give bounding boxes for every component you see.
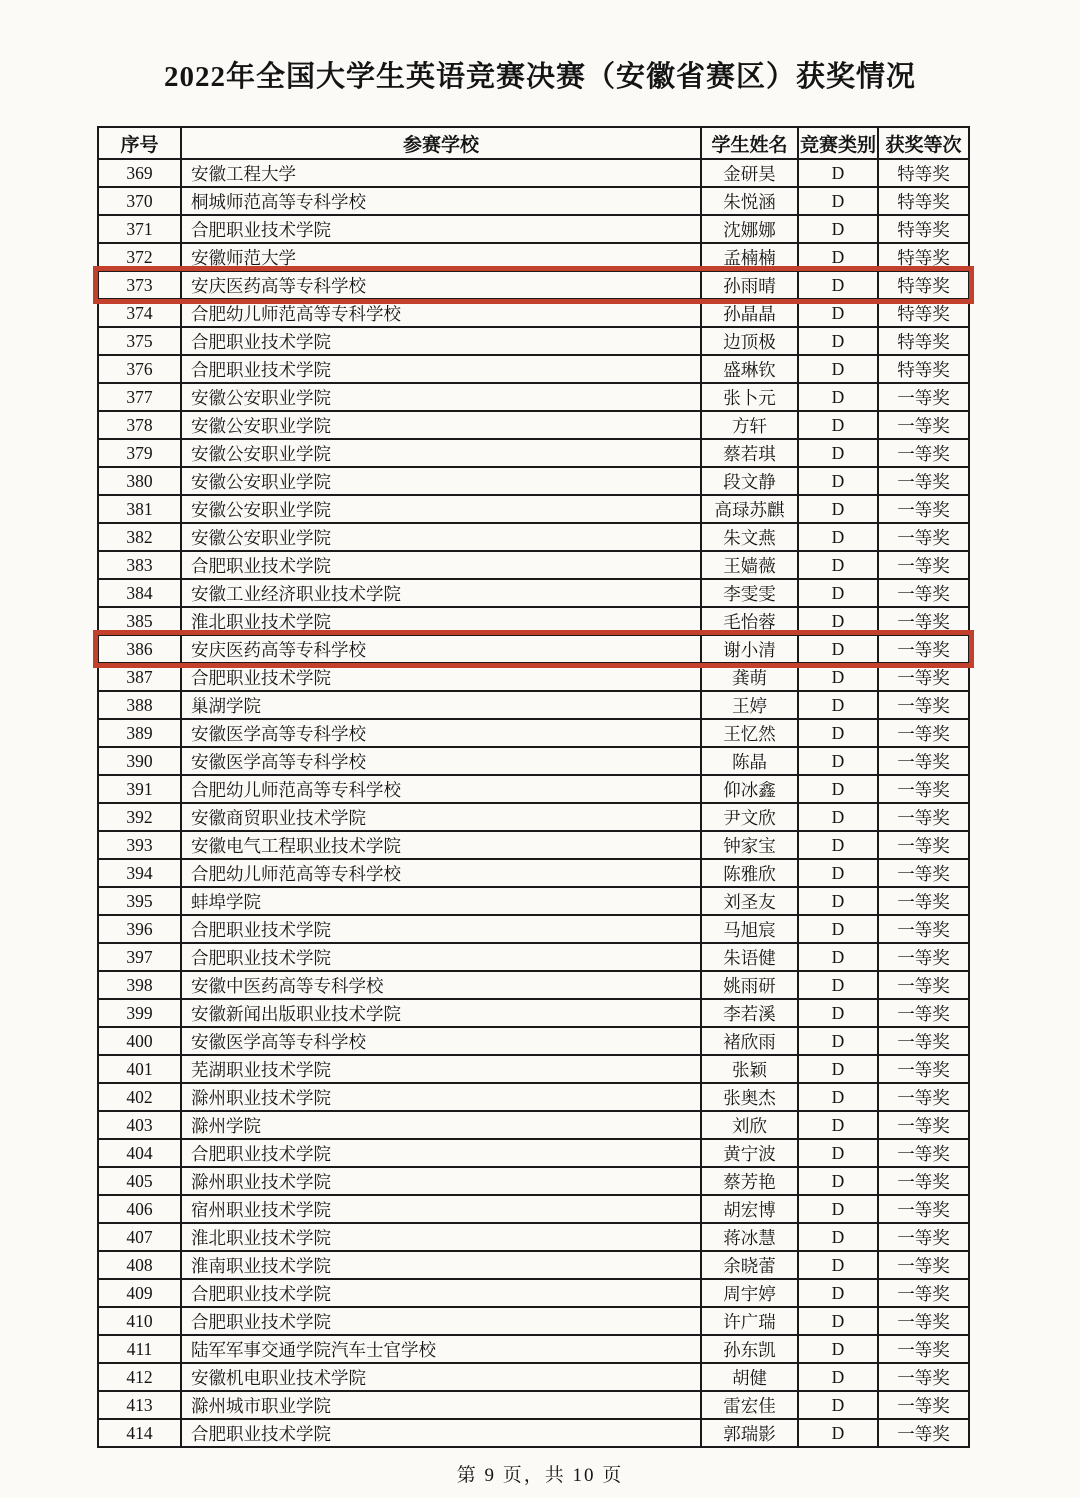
cell-school: 合肥幼儿师范高等专科学校: [181, 859, 701, 887]
cell-serial-number: 381: [98, 495, 181, 523]
cell-school: 淮北职业技术学院: [181, 1223, 701, 1251]
cell-award-level: 一等奖: [878, 1391, 969, 1419]
column-header-category: 竞赛类别: [798, 127, 878, 159]
table-row: [98, 1391, 969, 1419]
table-row-highlighted: [98, 635, 969, 663]
cell-serial-number: 376: [98, 355, 181, 383]
cell-award-level: 特等奖: [878, 327, 969, 355]
table-row: [98, 999, 969, 1027]
table-row: [98, 747, 969, 775]
cell-school: 安庆医药高等专科学校: [181, 635, 701, 663]
cell-school: 安徽中医药高等专科学校: [181, 971, 701, 999]
cell-award-level: 一等奖: [878, 803, 969, 831]
cell-serial-number: 413: [98, 1391, 181, 1419]
table-row: [98, 1027, 969, 1055]
cell-category: D: [798, 215, 878, 243]
cell-school: 安徽机电职业技术学院: [181, 1363, 701, 1391]
cell-student-name: 李若溪: [701, 999, 798, 1027]
cell-award-level: 一等奖: [878, 1419, 969, 1447]
cell-award-level: 一等奖: [878, 1279, 969, 1307]
cell-student-name: 雷宏佳: [701, 1391, 798, 1419]
cell-school: 合肥职业技术学院: [181, 1307, 701, 1335]
cell-serial-number: 390: [98, 747, 181, 775]
cell-student-name: 尹文欣: [701, 803, 798, 831]
cell-award-level: 一等奖: [878, 495, 969, 523]
cell-category: D: [798, 551, 878, 579]
table-row: [98, 439, 969, 467]
table-row: [98, 243, 969, 271]
cell-serial-number: 391: [98, 775, 181, 803]
cell-student-name: 陈雅欣: [701, 859, 798, 887]
cell-school: 安徽公安职业学院: [181, 411, 701, 439]
cell-category: D: [798, 831, 878, 859]
cell-serial-number: 383: [98, 551, 181, 579]
table-row: [98, 495, 969, 523]
cell-serial-number: 373: [98, 271, 181, 299]
table-row-highlighted: [98, 271, 969, 299]
cell-school: 滁州职业技术学院: [181, 1167, 701, 1195]
cell-serial-number: 395: [98, 887, 181, 915]
cell-category: D: [798, 299, 878, 327]
cell-student-name: 王嫱薇: [701, 551, 798, 579]
cell-school: 安徽商贸职业技术学院: [181, 803, 701, 831]
cell-award-level: 一等奖: [878, 1335, 969, 1363]
cell-award-level: 一等奖: [878, 775, 969, 803]
cell-award-level: 一等奖: [878, 1167, 969, 1195]
cell-student-name: 朱悦涵: [701, 187, 798, 215]
cell-serial-number: 398: [98, 971, 181, 999]
page-number-text: 第 9 页，共 10 页: [456, 1465, 624, 1486]
cell-student-name: 龚萌: [701, 663, 798, 691]
cell-serial-number: 374: [98, 299, 181, 327]
cell-award-level: 一等奖: [878, 1251, 969, 1279]
table-row: [98, 1083, 969, 1111]
cell-student-name: 蒋冰慧: [701, 1223, 798, 1251]
table-row: [98, 775, 969, 803]
cell-award-level: 一等奖: [878, 607, 969, 635]
cell-award-level: 特等奖: [878, 187, 969, 215]
cell-school: 合肥幼儿师范高等专科学校: [181, 775, 701, 803]
cell-school: 安徽医学高等专科学校: [181, 719, 701, 747]
cell-student-name: 余晓蕾: [701, 1251, 798, 1279]
award-table: [97, 126, 970, 1448]
cell-award-level: 特等奖: [878, 215, 969, 243]
cell-serial-number: 369: [98, 159, 181, 187]
cell-serial-number: 412: [98, 1363, 181, 1391]
cell-student-name: 周宇婷: [701, 1279, 798, 1307]
cell-serial-number: 392: [98, 803, 181, 831]
cell-school: 安徽公安职业学院: [181, 495, 701, 523]
cell-school: 合肥幼儿师范高等专科学校: [181, 299, 701, 327]
cell-category: D: [798, 1307, 878, 1335]
cell-category: D: [798, 1027, 878, 1055]
cell-student-name: 王忆然: [701, 719, 798, 747]
cell-serial-number: 385: [98, 607, 181, 635]
cell-student-name: 蔡若琪: [701, 439, 798, 467]
cell-serial-number: 389: [98, 719, 181, 747]
cell-award-level: 一等奖: [878, 943, 969, 971]
cell-serial-number: 370: [98, 187, 181, 215]
cell-serial-number: 414: [98, 1419, 181, 1447]
cell-category: D: [798, 915, 878, 943]
table-row: [98, 803, 969, 831]
table-row: [98, 579, 969, 607]
cell-category: D: [798, 775, 878, 803]
cell-school: 蚌埠学院: [181, 887, 701, 915]
header-row: [98, 127, 969, 159]
cell-category: D: [798, 271, 878, 299]
cell-award-level: 一等奖: [878, 1083, 969, 1111]
cell-student-name: 钟家宝: [701, 831, 798, 859]
cell-award-level: 一等奖: [878, 971, 969, 999]
cell-serial-number: 399: [98, 999, 181, 1027]
table-row: [98, 719, 969, 747]
cell-student-name: 段文静: [701, 467, 798, 495]
cell-school: 滁州学院: [181, 1111, 701, 1139]
cell-school: 淮南职业技术学院: [181, 1251, 701, 1279]
table-row: [98, 1055, 969, 1083]
cell-serial-number: 378: [98, 411, 181, 439]
cell-school: 安徽公安职业学院: [181, 383, 701, 411]
cell-serial-number: 382: [98, 523, 181, 551]
cell-serial-number: 411: [98, 1335, 181, 1363]
cell-student-name: 褚欣雨: [701, 1027, 798, 1055]
cell-school: 安庆医药高等专科学校: [181, 271, 701, 299]
cell-award-level: 特等奖: [878, 271, 969, 299]
cell-school: 合肥职业技术学院: [181, 327, 701, 355]
cell-student-name: 沈娜娜: [701, 215, 798, 243]
table-row: [98, 523, 969, 551]
cell-award-level: 一等奖: [878, 635, 969, 663]
table-row: [98, 943, 969, 971]
cell-school: 安徽公安职业学院: [181, 439, 701, 467]
cell-award-level: 一等奖: [878, 523, 969, 551]
cell-award-level: 一等奖: [878, 579, 969, 607]
cell-school: 合肥职业技术学院: [181, 943, 701, 971]
cell-student-name: 郭瑞影: [701, 1419, 798, 1447]
cell-school: 宿州职业技术学院: [181, 1195, 701, 1223]
cell-category: D: [798, 355, 878, 383]
column-header-student: 学生姓名: [701, 127, 798, 159]
table-row: [98, 411, 969, 439]
cell-school: 安徽医学高等专科学校: [181, 1027, 701, 1055]
table-row: [98, 215, 969, 243]
cell-award-level: 一等奖: [878, 383, 969, 411]
cell-serial-number: 400: [98, 1027, 181, 1055]
table-row: [98, 1251, 969, 1279]
cell-category: D: [798, 999, 878, 1027]
table-row: [98, 467, 969, 495]
table-row: [98, 1223, 969, 1251]
table-header: [98, 127, 969, 159]
cell-category: D: [798, 859, 878, 887]
cell-category: D: [798, 579, 878, 607]
cell-serial-number: 408: [98, 1251, 181, 1279]
cell-serial-number: 380: [98, 467, 181, 495]
table-row: [98, 915, 969, 943]
cell-school: 合肥职业技术学院: [181, 215, 701, 243]
table-row: [98, 887, 969, 915]
cell-student-name: 毛怡蓉: [701, 607, 798, 635]
cell-category: D: [798, 523, 878, 551]
cell-school: 滁州城市职业学院: [181, 1391, 701, 1419]
table-row: [98, 1111, 969, 1139]
table-row: [98, 1139, 969, 1167]
cell-student-name: 胡健: [701, 1363, 798, 1391]
cell-award-level: 一等奖: [878, 1027, 969, 1055]
cell-category: D: [798, 747, 878, 775]
cell-school: 桐城师范高等专科学校: [181, 187, 701, 215]
cell-serial-number: 394: [98, 859, 181, 887]
cell-serial-number: 406: [98, 1195, 181, 1223]
cell-category: D: [798, 887, 878, 915]
cell-award-level: 一等奖: [878, 747, 969, 775]
cell-serial-number: 384: [98, 579, 181, 607]
cell-award-level: 一等奖: [878, 1223, 969, 1251]
cell-category: D: [798, 1279, 878, 1307]
cell-category: D: [798, 439, 878, 467]
cell-category: D: [798, 1223, 878, 1251]
cell-serial-number: 372: [98, 243, 181, 271]
cell-school: 合肥职业技术学院: [181, 1279, 701, 1307]
cell-serial-number: 387: [98, 663, 181, 691]
cell-school: 安徽电气工程职业技术学院: [181, 831, 701, 859]
cell-award-level: 特等奖: [878, 355, 969, 383]
cell-student-name: 朱文燕: [701, 523, 798, 551]
cell-student-name: 蔡芳艳: [701, 1167, 798, 1195]
cell-school: 安徽公安职业学院: [181, 467, 701, 495]
cell-award-level: 一等奖: [878, 999, 969, 1027]
cell-school: 合肥职业技术学院: [181, 1139, 701, 1167]
table-row: [98, 383, 969, 411]
cell-award-level: 一等奖: [878, 663, 969, 691]
table-row: [98, 187, 969, 215]
cell-student-name: 仰冰鑫: [701, 775, 798, 803]
cell-category: D: [798, 1391, 878, 1419]
cell-category: D: [798, 691, 878, 719]
cell-serial-number: 377: [98, 383, 181, 411]
table-row: [98, 859, 969, 887]
table-row: [98, 1363, 969, 1391]
cell-award-level: 一等奖: [878, 1363, 969, 1391]
cell-category: D: [798, 467, 878, 495]
table-body: [98, 159, 969, 1447]
cell-award-level: 一等奖: [878, 915, 969, 943]
cell-school: 淮北职业技术学院: [181, 607, 701, 635]
table-row: [98, 607, 969, 635]
cell-student-name: 张卜元: [701, 383, 798, 411]
cell-category: D: [798, 383, 878, 411]
cell-school: 合肥职业技术学院: [181, 663, 701, 691]
cell-category: D: [798, 1083, 878, 1111]
cell-school: 安徽医学高等专科学校: [181, 747, 701, 775]
cell-category: D: [798, 1055, 878, 1083]
cell-award-level: 一等奖: [878, 1139, 969, 1167]
cell-serial-number: 404: [98, 1139, 181, 1167]
cell-student-name: 孙东凯: [701, 1335, 798, 1363]
cell-student-name: 许广瑞: [701, 1307, 798, 1335]
cell-category: D: [798, 1419, 878, 1447]
table-row: [98, 355, 969, 383]
cell-school: 合肥职业技术学院: [181, 1419, 701, 1447]
cell-student-name: 谢小清: [701, 635, 798, 663]
cell-school: 陆军军事交通学院汽车士官学校: [181, 1335, 701, 1363]
cell-school: 芜湖职业技术学院: [181, 1055, 701, 1083]
cell-student-name: 金研昊: [701, 159, 798, 187]
table-row: [98, 1335, 969, 1363]
table-row: [98, 691, 969, 719]
cell-category: D: [798, 1111, 878, 1139]
cell-category: D: [798, 1251, 878, 1279]
cell-serial-number: 402: [98, 1083, 181, 1111]
cell-award-level: 特等奖: [878, 243, 969, 271]
cell-student-name: 李雯雯: [701, 579, 798, 607]
cell-serial-number: 393: [98, 831, 181, 859]
cell-school: 安徽工程大学: [181, 159, 701, 187]
cell-student-name: 黄宁波: [701, 1139, 798, 1167]
page-footer: [0, 1460, 1080, 1487]
table-row: [98, 551, 969, 579]
cell-school: 合肥职业技术学院: [181, 551, 701, 579]
table-row: [98, 971, 969, 999]
column-header-no: 序号: [98, 127, 181, 159]
table-row: [98, 1279, 969, 1307]
cell-award-level: 一等奖: [878, 831, 969, 859]
table-row: [98, 1195, 969, 1223]
cell-award-level: 一等奖: [878, 411, 969, 439]
column-header-award: 获奖等次: [878, 127, 969, 159]
cell-student-name: 孟楠楠: [701, 243, 798, 271]
cell-student-name: 胡宏博: [701, 1195, 798, 1223]
cell-student-name: 朱语健: [701, 943, 798, 971]
cell-student-name: 边顶极: [701, 327, 798, 355]
cell-school: 巢湖学院: [181, 691, 701, 719]
cell-student-name: 高琭苏麒: [701, 495, 798, 523]
cell-category: D: [798, 1167, 878, 1195]
cell-category: D: [798, 1139, 878, 1167]
cell-student-name: 张颖: [701, 1055, 798, 1083]
cell-award-level: 一等奖: [878, 859, 969, 887]
cell-award-level: 一等奖: [878, 1195, 969, 1223]
cell-category: D: [798, 663, 878, 691]
cell-award-level: 一等奖: [878, 551, 969, 579]
cell-category: D: [798, 803, 878, 831]
cell-award-level: 一等奖: [878, 1055, 969, 1083]
cell-category: D: [798, 187, 878, 215]
cell-student-name: 方轩: [701, 411, 798, 439]
cell-serial-number: 396: [98, 915, 181, 943]
cell-category: D: [798, 495, 878, 523]
cell-student-name: 刘欣: [701, 1111, 798, 1139]
cell-award-level: 一等奖: [878, 1307, 969, 1335]
cell-award-level: 特等奖: [878, 159, 969, 187]
table-row: [98, 1307, 969, 1335]
cell-award-level: 特等奖: [878, 299, 969, 327]
table-row: [98, 327, 969, 355]
cell-award-level: 一等奖: [878, 439, 969, 467]
cell-category: D: [798, 1195, 878, 1223]
cell-school: 安徽师范大学: [181, 243, 701, 271]
cell-serial-number: 401: [98, 1055, 181, 1083]
cell-student-name: 张奥杰: [701, 1083, 798, 1111]
cell-category: D: [798, 411, 878, 439]
cell-category: D: [798, 607, 878, 635]
cell-category: D: [798, 943, 878, 971]
cell-serial-number: 403: [98, 1111, 181, 1139]
cell-student-name: 孙雨晴: [701, 271, 798, 299]
cell-category: D: [798, 971, 878, 999]
table-row: [98, 159, 969, 187]
cell-serial-number: 375: [98, 327, 181, 355]
cell-serial-number: 405: [98, 1167, 181, 1195]
cell-school: 滁州职业技术学院: [181, 1083, 701, 1111]
cell-school: 安徽公安职业学院: [181, 523, 701, 551]
cell-student-name: 孙晶晶: [701, 299, 798, 327]
cell-serial-number: 379: [98, 439, 181, 467]
cell-award-level: 一等奖: [878, 691, 969, 719]
cell-serial-number: 386: [98, 635, 181, 663]
cell-category: D: [798, 159, 878, 187]
table-row: [98, 299, 969, 327]
cell-serial-number: 388: [98, 691, 181, 719]
cell-student-name: 马旭宸: [701, 915, 798, 943]
cell-category: D: [798, 1335, 878, 1363]
cell-school: 安徽新闻出版职业技术学院: [181, 999, 701, 1027]
cell-school: 安徽工业经济职业技术学院: [181, 579, 701, 607]
cell-category: D: [798, 719, 878, 747]
table-row: [98, 831, 969, 859]
cell-school: 合肥职业技术学院: [181, 355, 701, 383]
table-row: [98, 1167, 969, 1195]
cell-student-name: 刘圣友: [701, 887, 798, 915]
cell-category: D: [798, 327, 878, 355]
cell-award-level: 一等奖: [878, 467, 969, 495]
cell-award-level: 一等奖: [878, 1111, 969, 1139]
table-row: [98, 663, 969, 691]
cell-serial-number: 410: [98, 1307, 181, 1335]
page-title: 2022年全国大学生英语竞赛决赛（安徽省赛区）获奖情况: [163, 61, 916, 93]
cell-student-name: 盛琳钦: [701, 355, 798, 383]
cell-serial-number: 397: [98, 943, 181, 971]
column-header-school: 参赛学校: [181, 127, 701, 159]
cell-category: D: [798, 1363, 878, 1391]
cell-award-level: 一等奖: [878, 887, 969, 915]
cell-student-name: 姚雨研: [701, 971, 798, 999]
cell-serial-number: 409: [98, 1279, 181, 1307]
cell-serial-number: 371: [98, 215, 181, 243]
cell-school: 合肥职业技术学院: [181, 915, 701, 943]
cell-serial-number: 407: [98, 1223, 181, 1251]
table-row: [98, 1419, 969, 1447]
cell-category: D: [798, 635, 878, 663]
cell-student-name: 王婷: [701, 691, 798, 719]
cell-award-level: 一等奖: [878, 719, 969, 747]
cell-student-name: 陈晶: [701, 747, 798, 775]
cell-category: D: [798, 243, 878, 271]
